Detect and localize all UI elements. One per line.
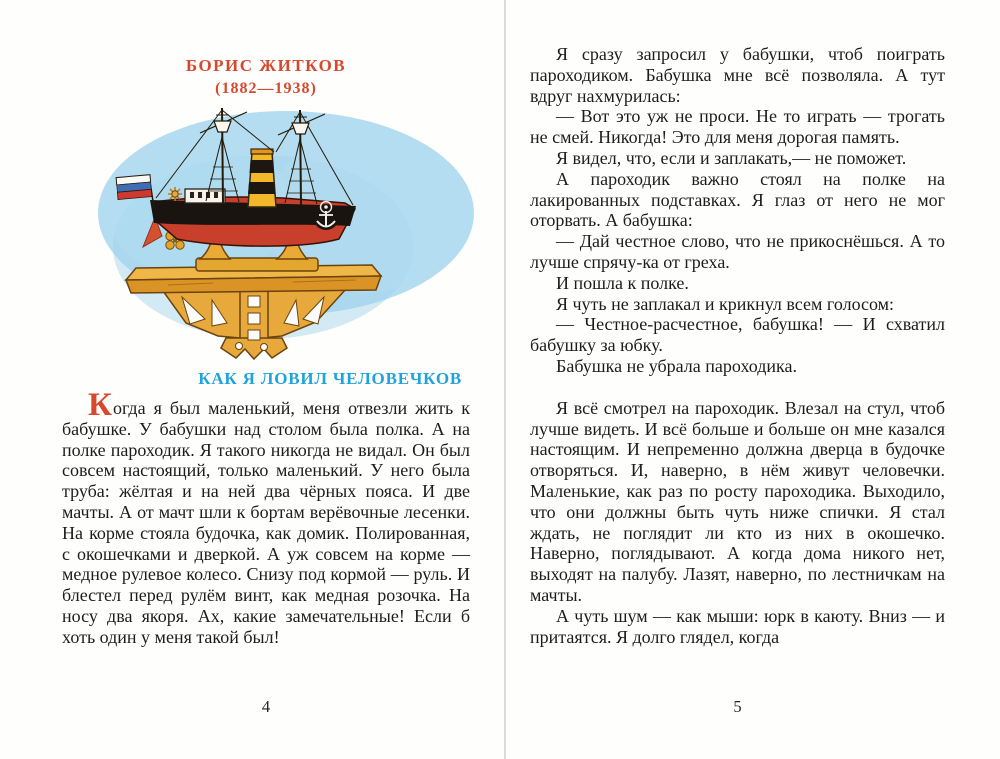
story-paragraph: — Дай честное слово, что не прикоснёшься. А то лучше спрячу-ка от греха. xyxy=(530,231,945,272)
story-paragraph: — Честное-расчестное, бабушка! — И схватил бабушку за юбку. xyxy=(530,314,945,356)
funnel xyxy=(248,149,276,207)
story-paragraph: Я всё смотрел на пароходик. Влезал на стул, чтоб лучше видеть. И всё больше и больше он мне казался настоящим. И непременно должна дверца в будочке отворяться. И, наверно, в нём живут человечки. Маленькие, как раз по росту пароходика. Выходило, что они должны быть чуть ниже спички. Я стал ждать, не поглядит ли кто из них в окошечко. Наверно, поглядывают. А когда дома никого нет, выходят на палубу. Лазят, наверно, по лестничкам на мачты. xyxy=(530,397,945,605)
story-paragraph: И пошла к полке. xyxy=(556,272,689,293)
page-number-left: 4 xyxy=(261,697,271,716)
steamship-shelf-illustration xyxy=(58,95,478,375)
author-name: БОРИС ЖИТКОВ xyxy=(185,56,347,75)
story-title: КАК Я ЛОВИЛ ЧЕЛОВЕЧКОВ xyxy=(198,369,462,388)
page-left xyxy=(62,0,470,759)
drop-cap: К xyxy=(88,387,113,423)
story-paragraph: Я чуть не заплакал и крикнул всем голосом: xyxy=(556,293,895,314)
ship-base xyxy=(196,258,318,271)
story-paragraph xyxy=(62,387,470,648)
right-page-text xyxy=(530,44,945,647)
author-dates: (1882—1938) xyxy=(215,80,317,97)
story-paragraph: А пароходик важно стоял на полке на лакированных подставках. Я глаз от него не мог оторвать. А бабушка: xyxy=(530,168,945,231)
left-page-text xyxy=(62,387,470,648)
stern-ornament xyxy=(168,187,182,201)
page-right xyxy=(530,0,945,759)
story-paragraph: Бабушка не убрала пароходика. xyxy=(556,355,798,376)
story-paragraph: Я видел, что, если и заплакать,— не поможет. xyxy=(556,147,907,168)
paragraph-text: огда я был маленький, меня отвезли жить к бабушке. У бабушки над столом была полка. А на полке пароходик. Я такого никогда не видал. Он был совсем настоящий, только маленький. У него была труба: жёлтая и на ней два чёрных пояса. И две мачты. А от мачт шли к бортам верёвочные лесенки. На корме стояла будочка, как домик. Полированная, с окошечками и дверкой. А уж совсем на корме — медное рулевое колесо. Снизу под кормой — руль. И блестел перед рулём винт, как медная розочка. На носу два якоря. Ах, какие замечательные! Если б хоть один у меня такой был! xyxy=(62,398,470,647)
page-number-right: 5 xyxy=(733,697,742,716)
story-paragraph: — Вот это уж не проси. Не то играть — трогать не смей. Никогда! Это для меня дорогая память. xyxy=(530,106,945,148)
page-gutter-line xyxy=(504,0,506,759)
story-paragraph: А чуть шум — как мыши: юрк в каюту. Вниз — и притаятся. Я долго глядел, когда xyxy=(530,605,945,647)
story-paragraph: Я сразу запросил у бабушки, чтоб поиграть пароходиком. Бабушка мне всё позволяла. А тут вдруг нахмурилась: xyxy=(530,44,945,106)
